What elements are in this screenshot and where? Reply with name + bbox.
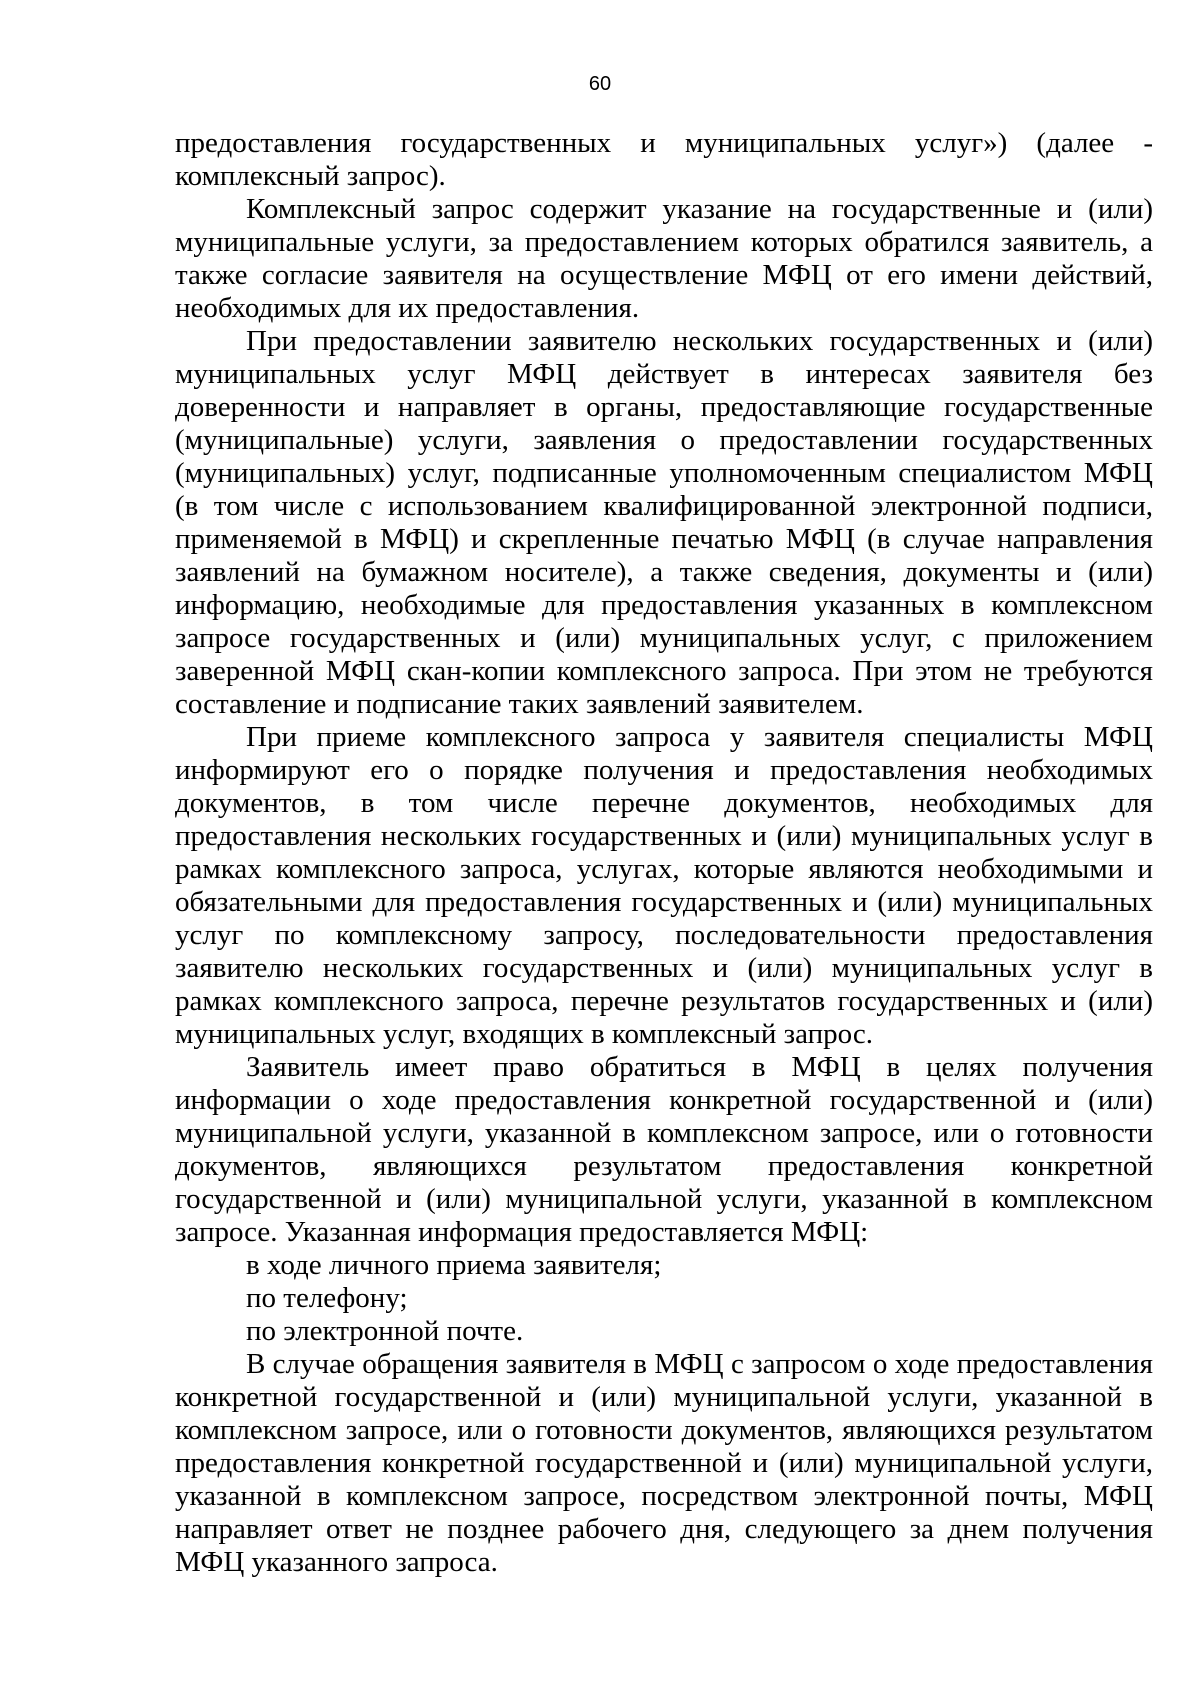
paragraph-applicant-right-to-info: Заявитель имеет право обратиться в МФЦ в целях получения информации о ходе предоставления конкретной государственной и (или) муниципальной услуги, указанной в комплексном запросе, или о готовности документов, являющихся результатом предоставления конкретной государственной и (или) муниципальной услуги, указанной в комплексном запросе. Указанная информация предоставляется МФЦ: [175,1051,1153,1248]
page-number: 60 [588,73,612,95]
paragraph-email-response: В случае обращения заявителя в МФЦ с запросом о ходе предоставления конкретной государственной и (или) муниципальной услуги, указанной в комплексном запросе, или о готовности документов, являющихся результатом предоставления конкретной государственной и (или) муниципальной услуги, указанной в комплексном запросе, посредством электронной почты, МФЦ направляет ответ не позднее рабочего дня, следующего за днем получения МФЦ указанного запроса. [175,1348,1153,1578]
list-item-personal-visit: в ходе личного приема заявителя; [246,1249,662,1281]
list-item-email: по электронной почте. [246,1315,524,1347]
paragraph-mfc-informs-applicant: При приеме комплексного запроса у заявителя специалисты МФЦ информируют его о порядке получения и предоставления необходимых документов, в том числе перечне документов, необходимых для предоставления нескольких государственных и (или) муниципальных услуг в рамках комплексного запроса, услугах, которые являются необходимыми и обязательными для предоставления государственных и (или) муниципальных услуг по комплексному запросу, последовательности предоставления заявителю нескольких государственных и (или) муниципальных услуг в рамках комплексного запроса, перечне результатов государственных и (или) муниципальных услуг, входящих в комплексный запрос. [175,721,1153,1050]
list-item-phone: по телефону; [246,1282,408,1314]
paragraph-continuation: предоставления государственных и муниципальных услуг») (далее - комплексный запрос). [175,127,1153,192]
document-body [175,127,1153,1579]
paragraph-mfc-acts-for-applicant: При предоставлении заявителю нескольких государственных и (или) муниципальных услуг МФЦ действует в интересах заявителя без доверенности и направляет в органы, предоставляющие государственные (муниципальные) услуги, заявления о предоставлении государственных (муниципальных) услуг, подписанные уполномоченным специалистом МФЦ (в том числе с использованием квалифицированной электронной подписи, применяемой в МФЦ) и скрепленные печатью МФЦ (в случае направления заявлений на бумажном носителе), а также сведения, документы и (или) информацию, необходимые для предоставления указанных в комплексном запросе государственных и (или) муниципальных услуг, с приложением заверенной МФЦ скан-копии комплексного запроса. При этом не требуются составление и подписание таких заявлений заявителем. [175,325,1153,720]
paragraph-complex-request-content: Комплексный запрос содержит указание на государственные и (или) муниципальные услуги, за предоставлением которых обратился заявитель, а также согласие заявителя на осуществление МФЦ от его имени действий, необходимых для их предоставления. [175,193,1153,324]
